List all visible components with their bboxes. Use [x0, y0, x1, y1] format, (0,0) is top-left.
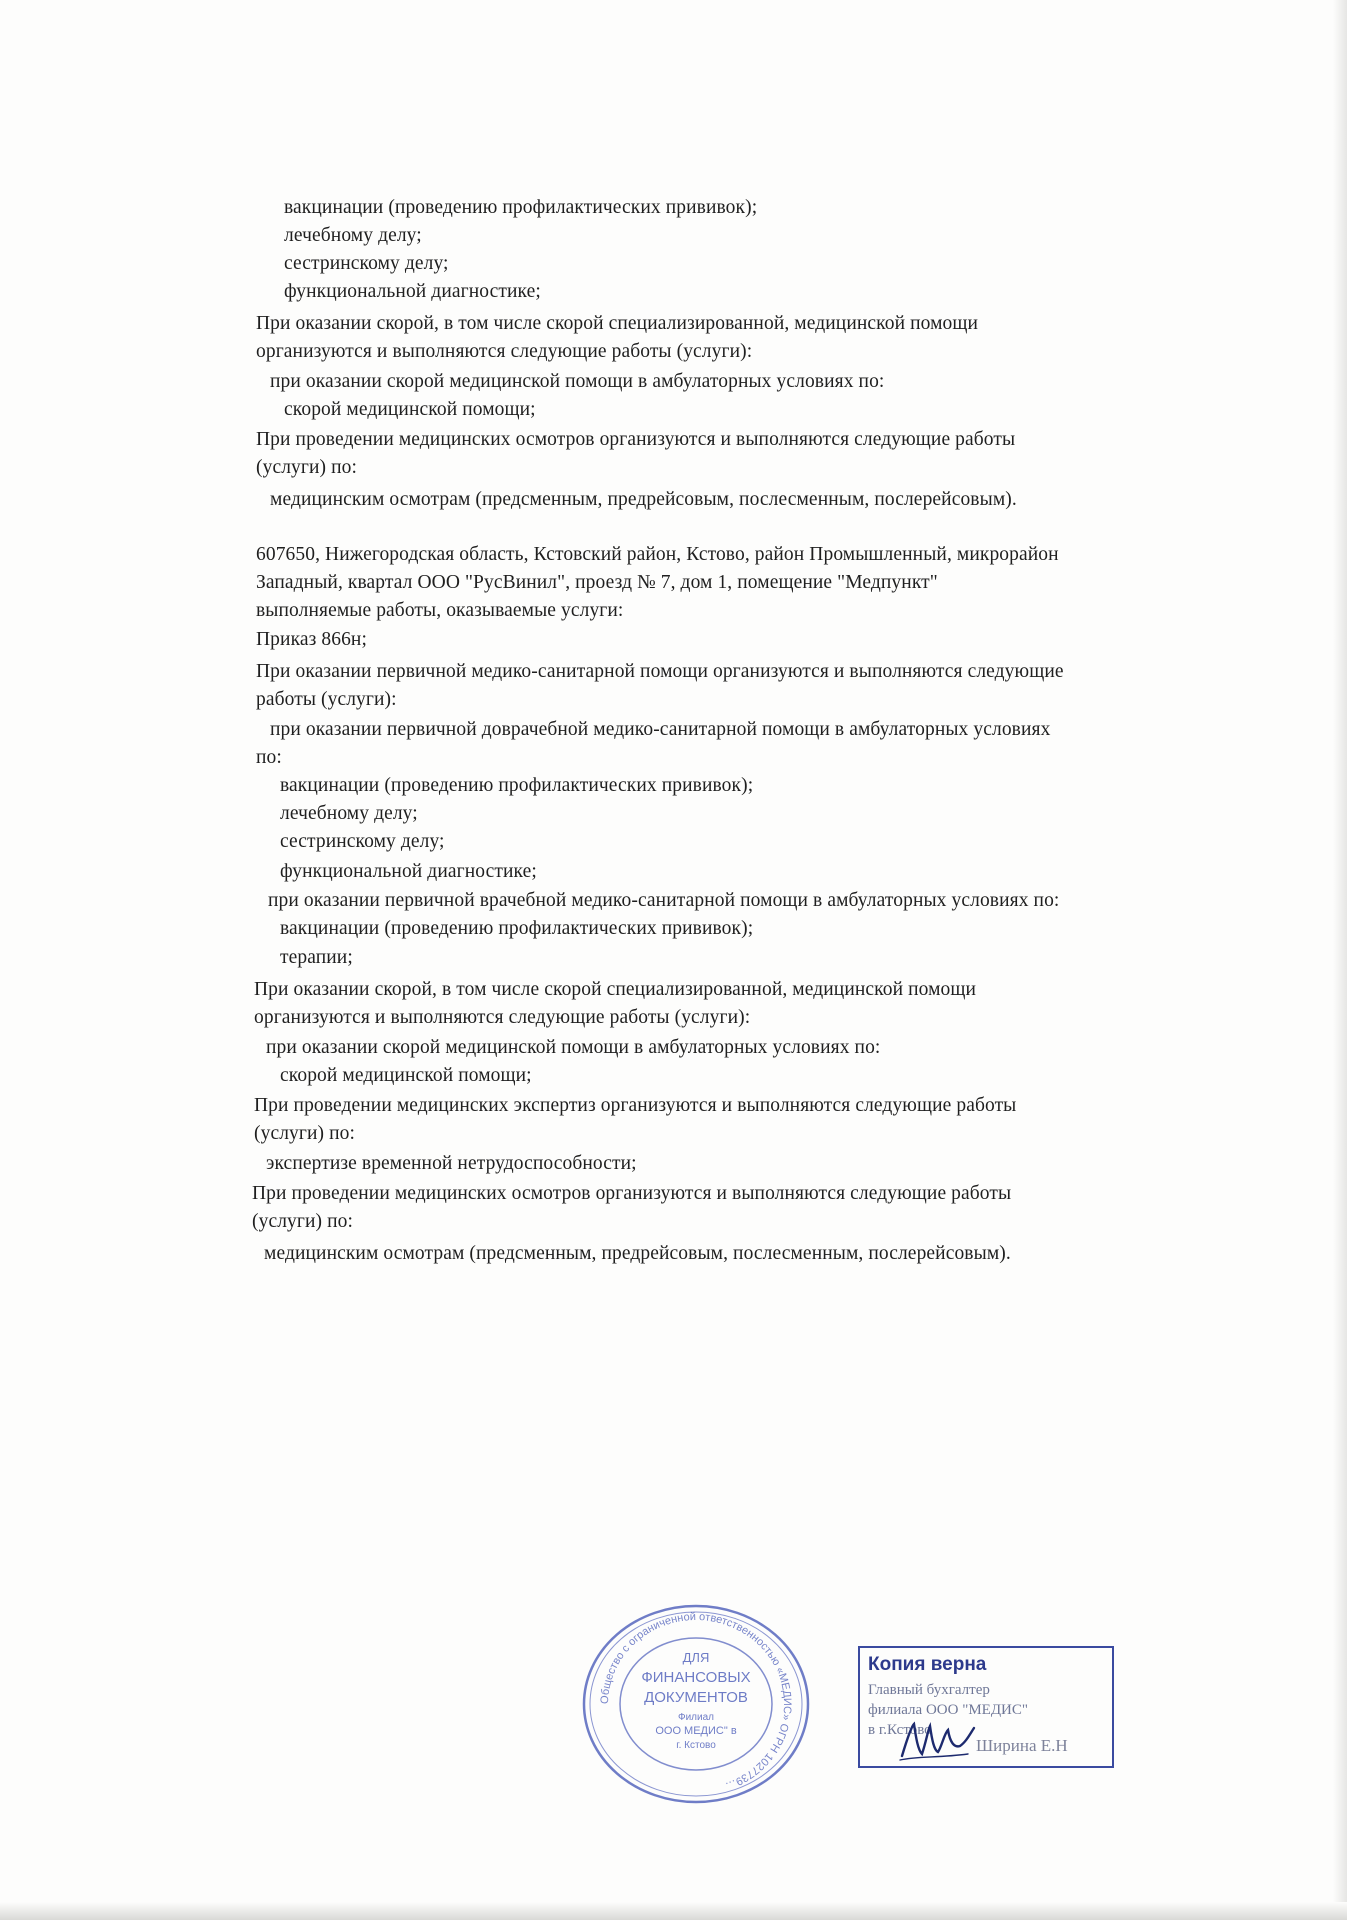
text-line: лечебному делу; [280, 803, 418, 824]
address-line: 607650, Нижегородская область, Кстовский район, Кстово, район Промышленный, микрорайон [256, 544, 1059, 565]
seal-ring-text: Общество с ограниченной ответственностью «МЕДИС» ОГРН 1027739… [598, 1610, 794, 1792]
seal-line: ДОКУМЕНТОВ [644, 1689, 748, 1706]
text-line: медицинским осмотрам (предсменным, предрейсовым, послесменным, послерейсовым). [264, 1243, 1011, 1264]
text-line: терапии; [280, 947, 353, 968]
text-line: (услуги) по: [256, 457, 357, 478]
seal-graphic [562, 1604, 830, 1804]
handwritten-signature [898, 1716, 978, 1767]
text-line: вакцинации (проведению профилактических прививок); [284, 197, 758, 218]
text-line: функциональной диагностике; [280, 861, 537, 882]
certifier-city: в г.Кстово [868, 1722, 932, 1738]
certifier-position: Главный бухгалтер [868, 1682, 990, 1698]
address-line: Западный, квартал ООО "РусВинил", проезд № 7, дом 1, помещение "Медпункт" [256, 572, 938, 593]
text-line: При проведении медицинских осмотров организуются и выполняются следующие работы [256, 429, 1016, 450]
paper-edge-right [1333, 0, 1347, 1920]
certifier-branch: филиала ООО "МЕДИС" [868, 1702, 1029, 1718]
text-line: При оказании скорой, в том числе скорой специализированной, медицинской помощи [254, 979, 977, 1000]
text-line: Приказ 866н; [256, 629, 367, 650]
text-line: выполняемые работы, оказываемые услуги: [256, 600, 624, 621]
text-line: экспертизе временной нетрудоспособности; [266, 1153, 637, 1174]
paper-edge-bottom [0, 1902, 1347, 1920]
text-line: сестринскому делу; [284, 253, 449, 274]
text-line: вакцинации (проведению профилактических прививок); [280, 775, 754, 796]
text-line: функциональной диагностике; [284, 281, 541, 302]
text-line: организуются и выполняются следующие работы (услуги): [256, 341, 753, 362]
text-line: работы (услуги): [256, 689, 397, 710]
seal-line: г. Кстово [676, 1740, 716, 1751]
text-line: медицинским осмотрам (предсменным, предрейсовым, послесменным, послерейсовым). [270, 489, 1017, 510]
text-line: При оказании первичной медико-санитарной помощи организуются и выполняются следующие [256, 661, 1064, 682]
text-line: При оказании скорой, в том числе скорой специализированной, медицинской помощи [256, 313, 979, 334]
text-line: лечебному делу; [284, 225, 422, 246]
text-line: при оказании первичной врачебной медико-санитарной помощи в амбулаторных условиях по: [268, 890, 1060, 911]
seal-line: ДЛЯ [682, 1650, 710, 1665]
text-line: при оказании скорой медицинской помощи в амбулаторных условиях по: [270, 371, 885, 392]
text-line: по: [256, 747, 282, 768]
text-line: При проведении медицинских экспертиз организуются и выполняются следующие работы [254, 1095, 1017, 1116]
text-line: При проведении медицинских осмотров организуются и выполняются следующие работы [252, 1183, 1012, 1204]
text-line: (услуги) по: [254, 1123, 355, 1144]
text-line: при оказании первичной доврачебной медико-санитарной помощи в амбулаторных условиях [270, 719, 1051, 740]
text-line: сестринскому делу; [280, 831, 445, 852]
seal-line: Филиал [677, 1712, 715, 1723]
text-line: при оказании скорой медицинской помощи в амбулаторных условиях по: [266, 1037, 881, 1058]
certifier-name: Ширина Е.Н [976, 1736, 1068, 1755]
text-line: скорой медицинской помощи; [280, 1065, 532, 1086]
certified-copy-stamp [858, 1646, 1114, 1768]
text-line: организуются и выполняются следующие работы (услуги): [254, 1007, 751, 1028]
company-seal [562, 1604, 830, 1804]
text-line: вакцинации (проведению профилактических прививок); [280, 918, 754, 939]
seal-line: ФИНАНСОВЫХ [641, 1669, 751, 1686]
text-line: скорой медицинской помощи; [284, 399, 536, 420]
certified-copy-title: Копия верна [868, 1654, 987, 1675]
seal-line: ООО МЕДИС" в [655, 1725, 737, 1737]
text-line: (услуги) по: [252, 1211, 353, 1232]
